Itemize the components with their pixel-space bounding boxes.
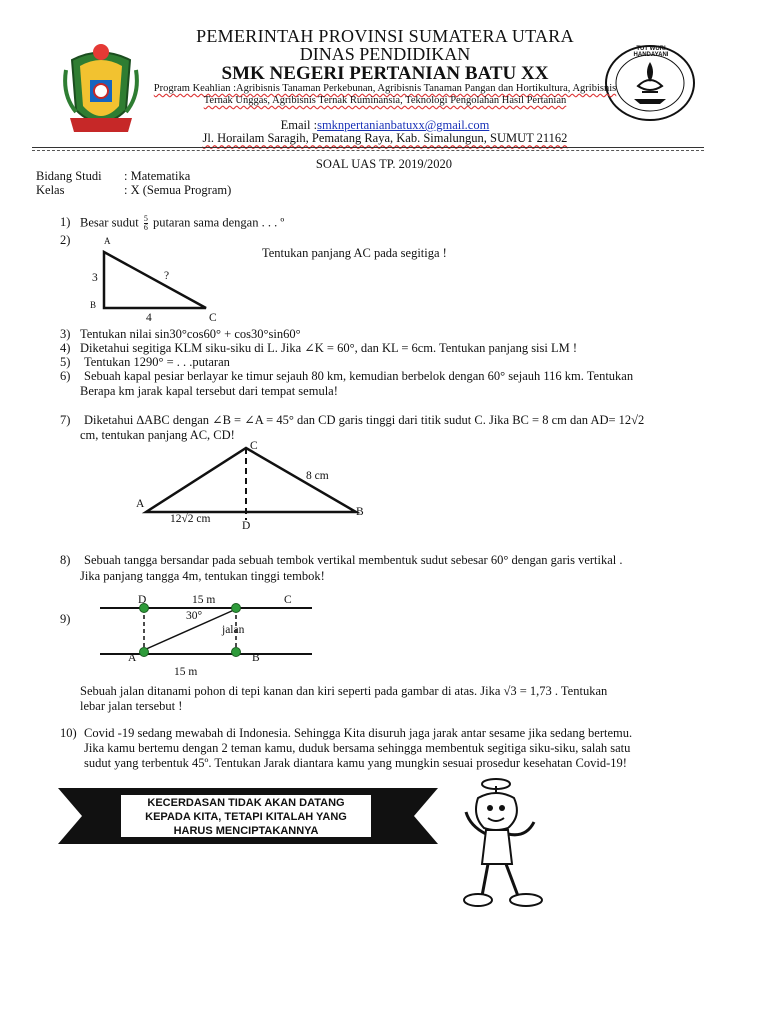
q7-side-bc: 8 cm (306, 470, 329, 482)
q4-text: Diketahui segitiga KLM siku-siku di L. Jika ∠K = 60°, dan KL = 6cm. Tentukan panjang sisi LM ! (80, 341, 578, 355)
email-link[interactable]: smknpertanianbatuxx@gmail.com (317, 118, 490, 132)
header-school-name: SMK NEGERI PERTANIAN BATU XX (221, 63, 549, 84)
q9-number: 9) (60, 612, 71, 626)
banner-line1: KECERDASAN TIDAK AKAN DATANG (147, 797, 345, 809)
q9-road-figure (96, 594, 320, 682)
motivation-banner (58, 780, 438, 852)
q7-side-ad: 12√2 cm (170, 513, 211, 525)
class-value: : X (Semua Program) (124, 183, 232, 197)
q9-line2: lebar jalan tersebut ! (80, 699, 183, 713)
q3-text: Tentukan nilai sin30°cos60° + cos30°sin60° (80, 327, 301, 341)
q9-label-b: B (252, 652, 260, 664)
logo-motto: TUT WURI HANDAYANI (633, 46, 669, 58)
q6-number: 6) (60, 369, 71, 383)
q6-line2: Berapa km jarak kapal tersebut dari tempat semula! (80, 384, 338, 398)
province-logo (62, 40, 140, 140)
q9-line1: Sebuah jalan ditanami pohon di tepi kanan dan kiri seperti pada gambar di atas. Jika √3 = 1,73 . Tentukan (80, 684, 608, 698)
q2-side-ac: ? (164, 270, 170, 282)
q9-label-c: C (284, 594, 292, 606)
q2-label-b: B (90, 300, 97, 310)
q5-number: 5) (60, 355, 71, 369)
class-label: Kelas (36, 183, 65, 197)
exam-title: SOAL UAS TP. 2019/2020 (315, 157, 453, 171)
q7-label-b: B (356, 506, 364, 518)
q2-label-a: A (104, 236, 111, 246)
q8-line2: Jika panjang tangga 4m, tentukan tinggi tembok! (80, 569, 325, 583)
q7-label-c: C (250, 440, 258, 452)
q7-line1: Diketahui ∆ABC dengan ∠B = ∠A = 45° dan CD garis tinggi dari titik sudut C. Jika BC = 8 cm dan AD= 12√2 (84, 413, 645, 427)
q9-angle: 30° (186, 610, 203, 622)
q6-line1: Sebuah kapal pesiar berlayar ke timur sejauh 80 km, kemudian berbelok dengan 60° sejauh 116 km. Tentukan (84, 369, 634, 383)
header-divider-dashed (32, 150, 704, 151)
q7-triangle-figure (132, 440, 372, 536)
q10-number: 10) (60, 726, 77, 740)
email-label: Email : (280, 118, 318, 132)
q2-side-bc: 4 (146, 312, 152, 324)
header-address: Jl. Horailam Saragih, Pematang Raya, Kab. Simalungun, SUMUT 21162 (202, 131, 568, 145)
banner-line2: KEPADA KITA, TETAPI KITALAH YANG (145, 811, 347, 823)
q5-text: Tentukan 1290° = . . .putaran (84, 355, 230, 369)
q7-label-d: D (242, 520, 251, 532)
q10-line2: Jika kamu bertemu dengan 2 teman kamu, duduk bersama sehingga membentuk segitiga siku-siku, salah satu (84, 741, 631, 755)
subject-label: Bidang Studi (36, 169, 102, 183)
q7-number: 7) (60, 413, 71, 427)
q1-frac-den: 6 (143, 223, 148, 232)
cartoon-kid-illustration (456, 776, 556, 916)
q9-top-length: 15 m (192, 594, 216, 606)
q10-line1: Covid -19 sedang mewabah di Indonesia. Sehingga Kita disuruh jaga jarak antar sesame jika sedang bertemu. (84, 726, 633, 740)
header-government: PEMERINTAH PROVINSI SUMATERA UTARA (196, 26, 574, 46)
banner-line3: HARUS MENCIPTAKANNYA (173, 825, 319, 837)
q1-post: putaran sama dengan . . . º (152, 215, 285, 230)
header-department: DINAS PENDIDIKAN (299, 44, 471, 64)
q2-triangle-figure (86, 236, 226, 326)
q2-number: 2) (60, 233, 71, 247)
q9-bottom-length: 15 m (174, 666, 198, 678)
q2-side-ab: 3 (92, 272, 98, 284)
q2-text: Tentukan panjang AC pada segitiga ! (262, 246, 447, 260)
q9-label-a: A (128, 652, 137, 664)
header-programs: Program Keahlian :Agribisnis Tanaman Perkebunan, Agribisnis Tanaman Pangan dan Hortikultura, Agribisnis Ternak Unggas, Agribisnis Ternak Ruminansia, Teknologi Pengolahan Hasil Pertanian (153, 83, 617, 106)
q2-label-c: C (209, 312, 217, 324)
subject-value: : Matematika (124, 169, 191, 183)
q1-number: 1) (60, 215, 71, 229)
q10-line3: sudut yang terbentuk 45º. Tentukan Jarak diantara kamu yang mungkin sesuai prosedur kesehatan Covid-19! (84, 756, 627, 770)
q7-label-a: A (136, 498, 145, 510)
q8-number: 8) (60, 553, 71, 567)
q9-label-d: D (138, 594, 147, 606)
q7-line2: cm, tentukan panjang AC, CD! (80, 428, 235, 442)
q1-frac-num: 5 (143, 214, 148, 223)
q9-road-label: jalan (222, 624, 245, 636)
header-divider (32, 147, 704, 148)
q8-line1: Sebuah tangga bersandar pada sebuah tembok vertikal membentuk sudut sebesar 60° dengan garis vertikal . (84, 553, 623, 567)
q3-number: 3) (60, 327, 71, 341)
q1-text (80, 215, 284, 232)
q4-number: 4) (60, 341, 71, 355)
q1-pre: Besar sudut (80, 215, 139, 230)
